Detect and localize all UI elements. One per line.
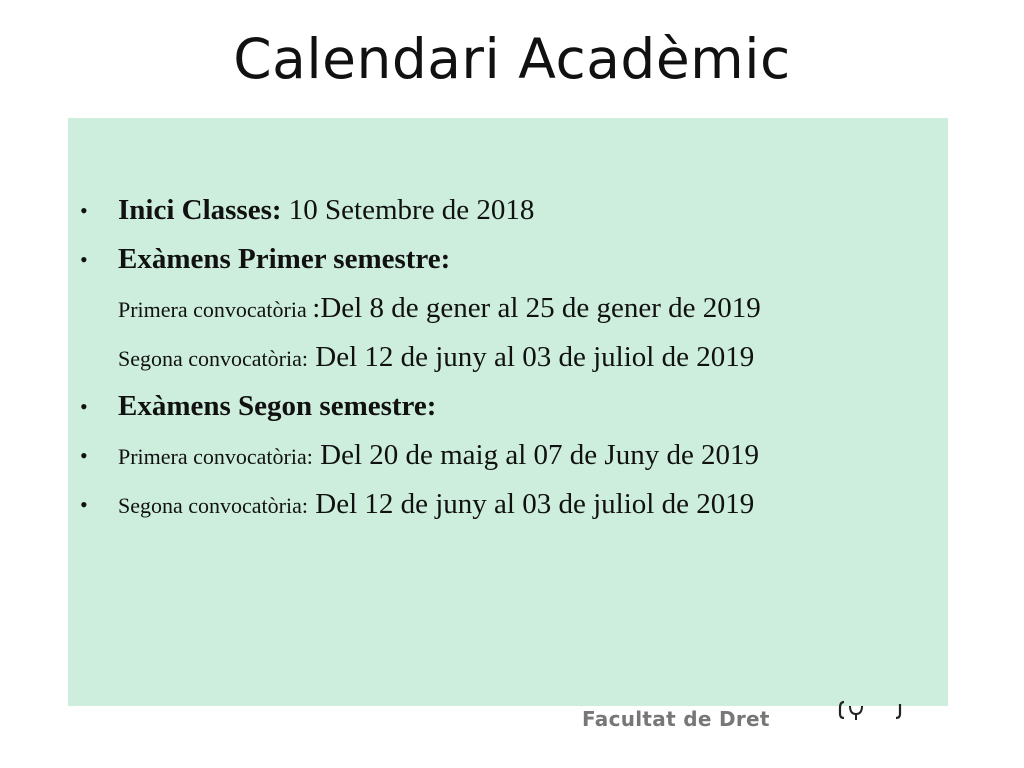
- item-value: :Del 8 de gener al 25 de gener de 2019: [312, 292, 761, 324]
- footer-faculty-label: Facultat de Dret: [582, 707, 770, 731]
- content-list: [68, 186, 948, 529]
- item-prefix: Primera convocatòria: [118, 297, 313, 322]
- item-prefix: Primera convocatòria:: [118, 444, 313, 469]
- item-prefix: Segona convocatòria:: [118, 493, 308, 518]
- university-logo-icon: [836, 700, 908, 726]
- item-value: 10 Setembre de 2018: [281, 194, 535, 226]
- list-item-examens-segon: [68, 382, 948, 431]
- item-value: Del 12 de juny al 03 de juliol de 2019: [308, 341, 755, 373]
- bullet: •: [80, 394, 88, 419]
- item-text: [118, 284, 761, 337]
- item-prefix: Segona convocatòria:: [118, 346, 308, 371]
- item-text: [118, 431, 759, 484]
- list-item-examens-primer: [68, 235, 948, 284]
- item-value: Del 12 de juny al 03 de juliol de 2019: [308, 488, 755, 520]
- content-panel: [68, 118, 948, 706]
- slide-title: Calendari Acadèmic: [233, 27, 791, 91]
- list-item-segon-primera: [68, 431, 948, 480]
- item-label: Exàmens Segon semestre:: [118, 390, 437, 422]
- bullet: •: [80, 198, 88, 223]
- list-item-segon-segona: [68, 480, 948, 529]
- bullet: •: [80, 443, 88, 468]
- item-text: [118, 186, 534, 235]
- list-item-primer-primera: [68, 284, 948, 333]
- bullet: •: [80, 247, 88, 272]
- item-value: Del 20 de maig al 07 de Juny de 2019: [312, 439, 760, 471]
- bullet: •: [80, 492, 88, 517]
- item-text: [118, 480, 754, 533]
- list-item-inici-classes: [68, 186, 948, 235]
- item-text: [118, 333, 754, 386]
- item-label: Exàmens Primer semestre:: [118, 243, 451, 275]
- list-item-primer-segona: [68, 333, 948, 382]
- item-label: Inici Classes:: [118, 194, 282, 226]
